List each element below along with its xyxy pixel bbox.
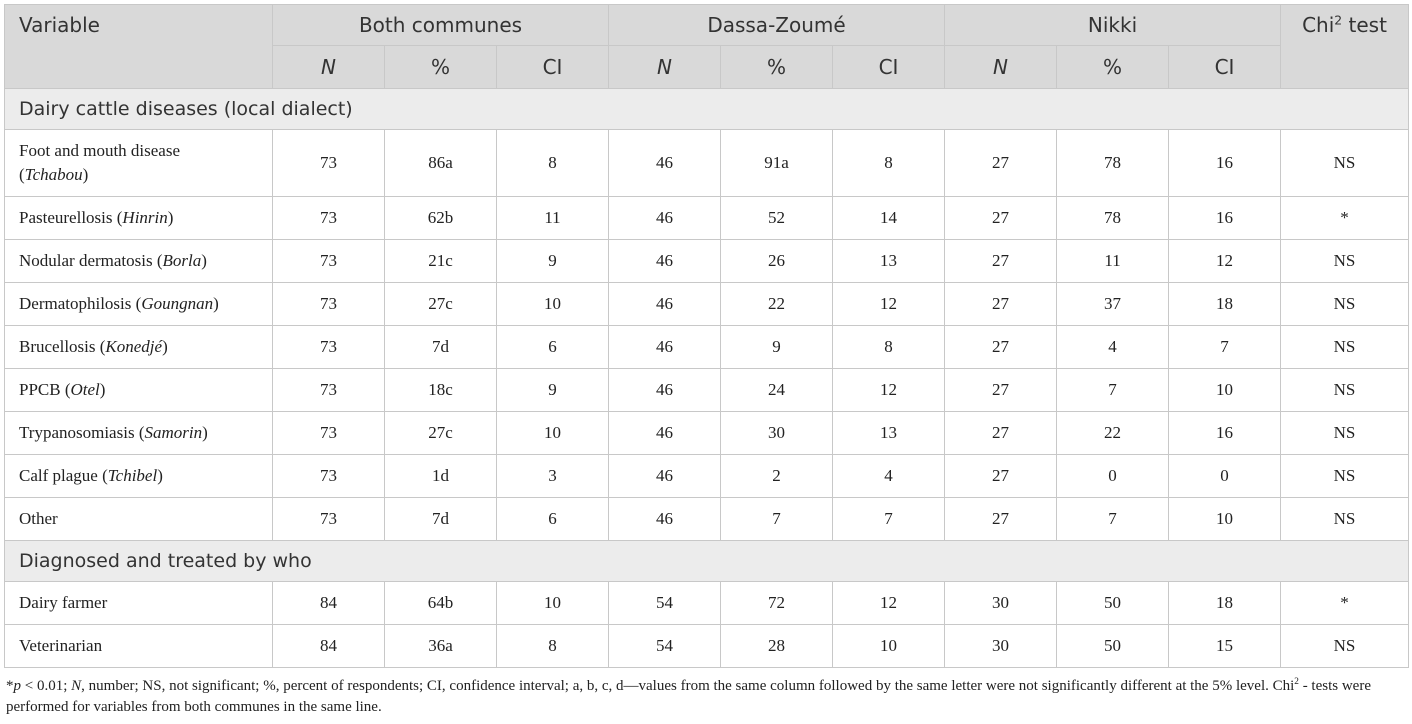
value-cell: 10: [497, 412, 609, 455]
row-label: [5, 498, 273, 541]
sub-header-n: N: [945, 46, 1057, 89]
value-cell: 22: [721, 283, 833, 326]
section-title: Dairy cattle diseases (local dialect): [5, 89, 1409, 130]
chi-label: Chi: [1302, 13, 1335, 37]
value-cell: 1d: [385, 455, 497, 498]
chi2-result-cell: NS: [1281, 455, 1409, 498]
value-cell: 27: [945, 498, 1057, 541]
value-cell: 6: [497, 326, 609, 369]
chi-suffix: test: [1342, 13, 1387, 37]
local-name-wrapper: (Tchabou): [19, 165, 89, 184]
value-cell: 12: [833, 369, 945, 412]
value-cell: 84: [273, 625, 385, 668]
local-name-wrapper: (Hinrin): [112, 208, 174, 227]
value-cell: 54: [609, 582, 721, 625]
value-cell: 30: [945, 625, 1057, 668]
value-cell: 3: [497, 455, 609, 498]
value-cell: 64b: [385, 582, 497, 625]
sub-header-n: N: [609, 46, 721, 89]
value-cell: 73: [273, 197, 385, 240]
table-row: [5, 498, 1409, 541]
table-row: [5, 283, 1409, 326]
value-cell: 46: [609, 240, 721, 283]
footnote-p: p: [13, 678, 21, 694]
value-cell: 10: [497, 582, 609, 625]
value-cell: 2: [721, 455, 833, 498]
value-cell: 9: [721, 326, 833, 369]
sub-header-ci: CI: [1169, 46, 1281, 89]
value-cell: 12: [833, 582, 945, 625]
value-cell: 54: [609, 625, 721, 668]
value-cell: 8: [833, 326, 945, 369]
value-cell: 73: [273, 369, 385, 412]
value-cell: 0: [1057, 455, 1169, 498]
value-cell: 10: [1169, 498, 1281, 541]
value-cell: 7: [1057, 498, 1169, 541]
value-cell: 27: [945, 197, 1057, 240]
value-cell: 73: [273, 240, 385, 283]
disease-name: Trypanosomiasis: [19, 423, 135, 442]
row-label: [5, 412, 273, 455]
local-dialect-name: Konedjé: [105, 337, 163, 356]
table-row: [5, 197, 1409, 240]
value-cell: 22: [1057, 412, 1169, 455]
value-cell: 73: [273, 498, 385, 541]
local-dialect-name: Borla: [162, 251, 202, 270]
value-cell: 16: [1169, 130, 1281, 197]
chi2-test-header: [1281, 5, 1409, 89]
local-name-wrapper: (Otel): [60, 380, 106, 399]
value-cell: 30: [721, 412, 833, 455]
disease-name: Dairy farmer: [19, 593, 108, 612]
value-cell: 46: [609, 283, 721, 326]
value-cell: 18: [1169, 582, 1281, 625]
local-dialect-name: Tchibel: [107, 466, 158, 485]
chi2-result-cell: NS: [1281, 130, 1409, 197]
value-cell: 10: [833, 625, 945, 668]
sub-header-ci: CI: [497, 46, 609, 89]
value-cell: 46: [609, 369, 721, 412]
value-cell: 8: [497, 130, 609, 197]
value-cell: 52: [721, 197, 833, 240]
value-cell: 46: [609, 130, 721, 197]
table-body: [5, 89, 1409, 668]
value-cell: 46: [609, 455, 721, 498]
value-cell: 9: [497, 369, 609, 412]
value-cell: 10: [1169, 369, 1281, 412]
table-row: [5, 326, 1409, 369]
value-cell: 73: [273, 283, 385, 326]
value-cell: 46: [609, 197, 721, 240]
local-dialect-name: Tchabou: [24, 165, 83, 184]
value-cell: 84: [273, 582, 385, 625]
table-row: [5, 412, 1409, 455]
value-cell: 27c: [385, 412, 497, 455]
footnote: [4, 676, 1408, 718]
table-row: [5, 582, 1409, 625]
value-cell: 8: [497, 625, 609, 668]
value-cell: 7d: [385, 326, 497, 369]
value-cell: 28: [721, 625, 833, 668]
value-cell: 14: [833, 197, 945, 240]
chi2-result-cell: NS: [1281, 369, 1409, 412]
value-cell: 27: [945, 283, 1057, 326]
sub-header-percent: %: [1057, 46, 1169, 89]
value-cell: 73: [273, 326, 385, 369]
footnote-tail: - tests were performed for variables from both communes in the same line.: [6, 678, 1371, 715]
row-label: [5, 625, 273, 668]
value-cell: 18c: [385, 369, 497, 412]
table-container: [4, 4, 1408, 718]
row-label: [5, 240, 273, 283]
value-cell: 10: [497, 283, 609, 326]
disease-name: Foot and mouth disease: [19, 141, 181, 160]
sub-header-ci: CI: [833, 46, 945, 89]
value-cell: 78: [1057, 130, 1169, 197]
disease-name: Pasteurellosis: [19, 208, 113, 227]
value-cell: 11: [497, 197, 609, 240]
table-row: [5, 369, 1409, 412]
value-cell: 72: [721, 582, 833, 625]
value-cell: 11: [1057, 240, 1169, 283]
value-cell: 24: [721, 369, 833, 412]
footnote-n: N: [71, 678, 82, 694]
value-cell: 36a: [385, 625, 497, 668]
value-cell: 73: [273, 455, 385, 498]
sub-header-n: N: [273, 46, 385, 89]
value-cell: 8: [833, 130, 945, 197]
disease-name: Veterinarian: [19, 636, 103, 655]
value-cell: 18: [1169, 283, 1281, 326]
row-label: [5, 455, 273, 498]
group-header-dassa-zoume: Dassa-Zoumé: [609, 5, 945, 46]
chi2-result-cell: NS: [1281, 326, 1409, 369]
chi2-result-cell: NS: [1281, 412, 1409, 455]
value-cell: 26: [721, 240, 833, 283]
table-row: [5, 130, 1409, 197]
value-cell: 7: [1057, 369, 1169, 412]
row-label: [5, 326, 273, 369]
value-cell: 15: [1169, 625, 1281, 668]
value-cell: 78: [1057, 197, 1169, 240]
local-dialect-name: Otel: [70, 380, 100, 399]
results-table: [4, 4, 1409, 668]
section-row: [5, 541, 1409, 582]
section-title: Diagnosed and treated by who: [5, 541, 1409, 582]
chi2-result-cell: NS: [1281, 498, 1409, 541]
value-cell: 16: [1169, 197, 1281, 240]
value-cell: 91a: [721, 130, 833, 197]
disease-name: Nodular dermatosis: [19, 251, 153, 270]
value-cell: 7: [721, 498, 833, 541]
value-cell: 0: [1169, 455, 1281, 498]
row-label: [5, 369, 273, 412]
disease-name: Brucellosis: [19, 337, 96, 356]
local-name-wrapper: (Borla): [152, 251, 207, 270]
chi2-result-cell: NS: [1281, 625, 1409, 668]
group-header-both-communes: Both communes: [273, 5, 609, 46]
sub-header-percent: %: [385, 46, 497, 89]
value-cell: 4: [833, 455, 945, 498]
value-cell: 12: [833, 283, 945, 326]
value-cell: 12: [1169, 240, 1281, 283]
value-cell: 73: [273, 130, 385, 197]
chi-superscript: 2: [1334, 12, 1343, 28]
row-label: [5, 130, 273, 197]
value-cell: 50: [1057, 625, 1169, 668]
variable-header: Variable: [5, 5, 273, 89]
local-dialect-name: Hinrin: [122, 208, 168, 227]
value-cell: 7: [1169, 326, 1281, 369]
footnote-n-rest: , number; NS, not significant; %, percent of respondents; CI, confidence interval; a, b, c, d—values from the same column followed by the same letter were not significantly different at the 5% level. Chi: [81, 678, 1295, 694]
chi2-result-cell: NS: [1281, 283, 1409, 326]
footnote-p-rest: < 0.01;: [21, 678, 72, 694]
table-row: [5, 625, 1409, 668]
value-cell: 27: [945, 369, 1057, 412]
local-name-wrapper: (Samorin): [134, 423, 208, 442]
value-cell: 30: [945, 582, 1057, 625]
disease-name: PPCB: [19, 380, 61, 399]
local-dialect-name: Goungnan: [141, 294, 214, 313]
value-cell: 27: [945, 240, 1057, 283]
value-cell: 46: [609, 498, 721, 541]
footnote-superscript: 2: [1294, 677, 1299, 687]
table-row: [5, 455, 1409, 498]
value-cell: 21c: [385, 240, 497, 283]
value-cell: 50: [1057, 582, 1169, 625]
value-cell: 46: [609, 326, 721, 369]
value-cell: 13: [833, 412, 945, 455]
row-label: [5, 582, 273, 625]
value-cell: 27: [945, 130, 1057, 197]
value-cell: 4: [1057, 326, 1169, 369]
value-cell: 86a: [385, 130, 497, 197]
local-name-wrapper: (Tchibel): [97, 466, 163, 485]
disease-name: Calf plague: [19, 466, 98, 485]
local-name-wrapper: (Goungnan): [131, 294, 219, 313]
chi2-result-cell: NS: [1281, 240, 1409, 283]
value-cell: 73: [273, 412, 385, 455]
local-name-wrapper: (Konedjé): [95, 337, 168, 356]
local-dialect-name: Samorin: [144, 423, 203, 442]
table-row: [5, 240, 1409, 283]
chi2-result-cell: *: [1281, 197, 1409, 240]
disease-name: Other: [19, 509, 58, 528]
value-cell: 13: [833, 240, 945, 283]
value-cell: 7: [833, 498, 945, 541]
value-cell: 37: [1057, 283, 1169, 326]
value-cell: 7d: [385, 498, 497, 541]
value-cell: 6: [497, 498, 609, 541]
value-cell: 27: [945, 326, 1057, 369]
group-header-nikki: Nikki: [945, 5, 1281, 46]
row-label: [5, 197, 273, 240]
value-cell: 9: [497, 240, 609, 283]
value-cell: 46: [609, 412, 721, 455]
footnote-star: *: [6, 678, 14, 694]
section-row: [5, 89, 1409, 130]
sub-header-percent: %: [721, 46, 833, 89]
value-cell: 62b: [385, 197, 497, 240]
disease-name: Dermatophilosis: [19, 294, 132, 313]
chi2-result-cell: *: [1281, 582, 1409, 625]
value-cell: 27: [945, 455, 1057, 498]
value-cell: 16: [1169, 412, 1281, 455]
value-cell: 27c: [385, 283, 497, 326]
value-cell: 27: [945, 412, 1057, 455]
row-label: [5, 283, 273, 326]
